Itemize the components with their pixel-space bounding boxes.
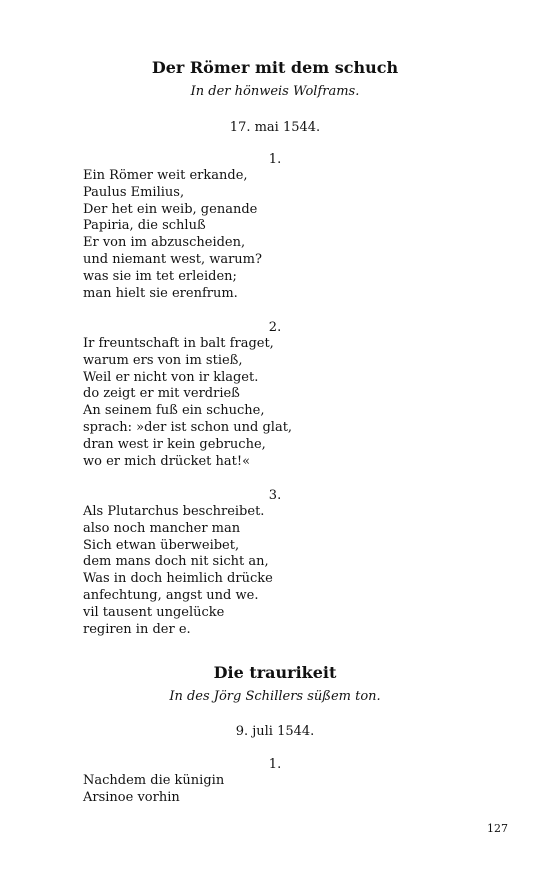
verse-line: Weil er nicht von ir klaget. (83, 369, 259, 385)
stanza-number: 3. (268, 488, 282, 503)
poem-date: 17. mai 1544. (229, 120, 321, 135)
verse-line: Arsinoe vorhin (83, 789, 180, 805)
stanza (83, 168, 262, 302)
verse-line: Was in doch heimlich drücke (83, 571, 273, 587)
verse-line: Ir freuntschaft in balt fraget, (83, 336, 274, 351)
verse-line: was sie im tet erleiden; (83, 268, 237, 284)
verse-line: also noch mancher man (83, 520, 241, 536)
stanza-number: 1. (268, 757, 282, 772)
poem-date: 9. juli 1544. (235, 724, 315, 739)
verse-line: An seinem fuß ein schuche, (83, 403, 265, 419)
verse-line: dran west ir kein gebruche, (83, 436, 266, 452)
poem-title: Die traurikeit (213, 663, 337, 682)
poem-subtitle: In des Jörg Schillers süßem ton. (169, 689, 381, 704)
stanza (83, 504, 273, 638)
verse-line: Der het ein weib, genande (83, 201, 258, 217)
verse-line: Sich etwan überweibet, (83, 537, 240, 553)
verse-line: Paulus Emilius, (83, 184, 185, 200)
verse-line: Ein Römer weit erkande, (83, 168, 248, 183)
verse-line: sprach: »der ist schon und glat, (83, 419, 293, 435)
stanza-number: 2. (268, 320, 282, 335)
verse-line: do zeigt er mit verdrieß (83, 386, 240, 402)
page-number: 127 (487, 822, 508, 835)
verse-line: man hielt sie erenfrum. (83, 285, 238, 301)
verse-line: regiren in der e. (83, 621, 191, 637)
stanza (83, 336, 292, 470)
verse-line: vil tausent ungelücke (83, 604, 225, 620)
verse-line: wo er mich drücket hat!« (83, 453, 251, 469)
verse-line: dem mans doch nit sicht an, (83, 554, 269, 570)
poem-title: Der Römer mit dem schuch (151, 58, 399, 77)
poem-subtitle: In der hönweis Wolframs. (190, 84, 360, 99)
verse-line: Nachdem die künigin (83, 773, 225, 788)
verse-line: Er von im abzuscheiden, (83, 235, 246, 251)
verse-line: warum ers von im stieß, (83, 352, 243, 368)
stanza-number: 1. (268, 152, 282, 167)
verse-line: anfechtung, angst und we. (83, 587, 259, 603)
verse-line: Als Plutarchus beschreibet. (83, 504, 265, 519)
stanza (83, 773, 224, 807)
verse-line: und niemant west, warum? (83, 251, 262, 267)
verse-line: Papiria, die schluß (83, 218, 206, 234)
